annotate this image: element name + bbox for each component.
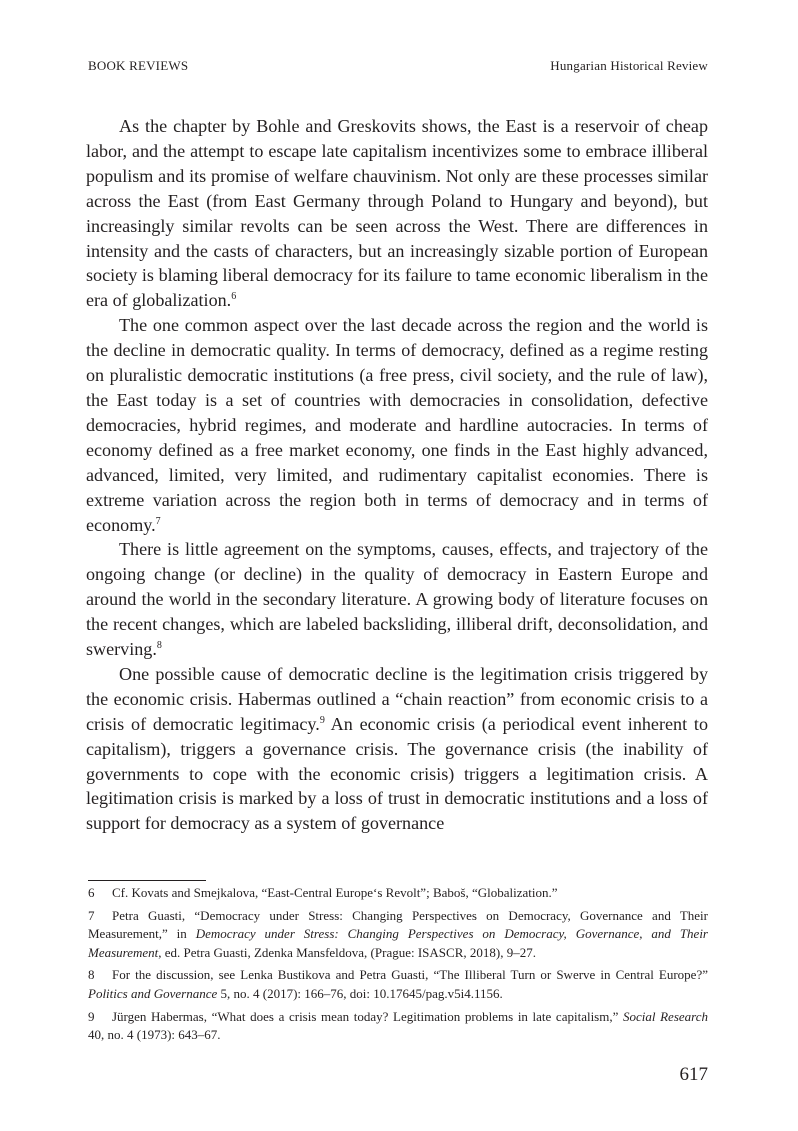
footnote-number: 9 — [88, 1008, 95, 1024]
footnote-text: 40, no. 4 (1973): 643–67. — [88, 1027, 221, 1043]
body-paragraph — [86, 114, 708, 313]
footnote-ref: 9 — [319, 714, 325, 726]
body-paragraph — [86, 662, 708, 836]
footnote — [88, 966, 708, 1003]
footnotes — [88, 884, 708, 1049]
footnote — [88, 884, 708, 903]
footnote — [88, 907, 708, 963]
footnote-number: 7 — [88, 907, 95, 923]
page-number: 617 — [679, 1064, 708, 1085]
footnote-number: 6 — [88, 885, 95, 900]
footnote-text: For the discussion, see Lenka Bustikova and Petra Guasti, “The Illiberal Turn or Swerve in Central Europe?” — [112, 967, 708, 983]
footnote-text: , ed. Petra Guasti, Zdenka Mansfeldova, (Prague: ISASCR, 2018), 9–27. — [158, 944, 536, 960]
section-title: BOOK REVIEWS — [88, 58, 189, 73]
footnote-title: Politics and Governance — [88, 985, 218, 1001]
footnote-title: Social Research — [623, 1008, 708, 1024]
article-body — [86, 114, 708, 836]
footnote-ref: 7 — [155, 515, 161, 527]
footnote-text: 5, no. 4 (2017): 166–76, doi: 10.17645/pag.v5i4.1156. — [217, 985, 503, 1001]
footnote-number: 8 — [88, 967, 95, 983]
journal-title: Hungarian Historical Review — [550, 58, 708, 73]
footnote-text: Petra Guasti, “Democracy under Stress: Changing Perspectives on Democracy, Governance and Their Measurement,” in — [88, 907, 708, 942]
running-header — [88, 58, 708, 78]
paragraph-text: An economic crisis (a periodical event inherent to capitalism), triggers a governance crisis. The governance crisis (the inability of governments to cope with the economic crisis) triggers a legitimation crisis. A legitimation crisis is marked by a loss of trust in democratic institutions and a loss of support for democracy as a system of governance — [86, 713, 708, 834]
paragraph-text: One possible cause of democratic decline is the legitimation crisis triggered by the economic crisis. Habermas outlined a “chain reaction” from economic crisis to a crisis of democratic legitimacy. — [86, 663, 708, 734]
footnote-text: Jürgen Habermas, “What does a crisis mean today? Legitimation problems in late capitalism,” — [112, 1008, 623, 1024]
paragraph-text: As the chapter by Bohle and Greskovits shows, the East is a reservoir of cheap labor, and the attempt to escape late capitalism incentivizes some to embrace illiberal populism and its promise of welfare chauvinism. Not only are these processes similar across the East (from East Germany through Poland to Hungary and beyond), but increasingly similar revolts can be seen across the West. There are differences in intensity and the casts of characters, but an increasingly sizable portion of European society is blaming liberal democracy for its failure to tame economic liberalism in the era of globalization. — [86, 116, 708, 311]
body-paragraph — [86, 313, 708, 537]
footnote-ref: 6 — [231, 291, 237, 303]
footnote-separator — [88, 880, 206, 881]
paragraph-text: There is little agreement on the symptoms, causes, effects, and trajectory of the ongoing change (or decline) in the quality of democracy in Eastern Europe and around the world in the secondary literature. A growing body of literature focuses on the recent changes, which are labeled backsliding, illiberal drift, deconsolidation, and swerving. — [86, 539, 708, 660]
footnote — [88, 1008, 708, 1045]
paragraph-text: The one common aspect over the last decade across the region and the world is the decline in democratic quality. In terms of democracy, defined as a regime resting on pluralistic democratic institutions (a free press, civil society, and the rule of law), the East today is a set of countries with democracies in consolidation, defective democracies, hybrid regimes, and moderate and hardline autocracies. In terms of economy defined as a free market economy, one finds in the East highly advanced, advanced, limited, very limited, and rudimentary capitalist economies. There is extreme variation across the region both in terms of democracy and in terms of economy. — [86, 315, 708, 535]
footnote-ref: 8 — [156, 640, 162, 652]
footnote-title: Democracy under Stress: Changing Perspectives on Democracy, Governance, and Their Measurement — [88, 926, 708, 960]
body-paragraph — [86, 537, 708, 662]
footnote-text: Cf. Kovats and Smejkalova, “East-Central Europe‘s Revolt”; Baboš, “Globalization.” — [112, 885, 558, 900]
